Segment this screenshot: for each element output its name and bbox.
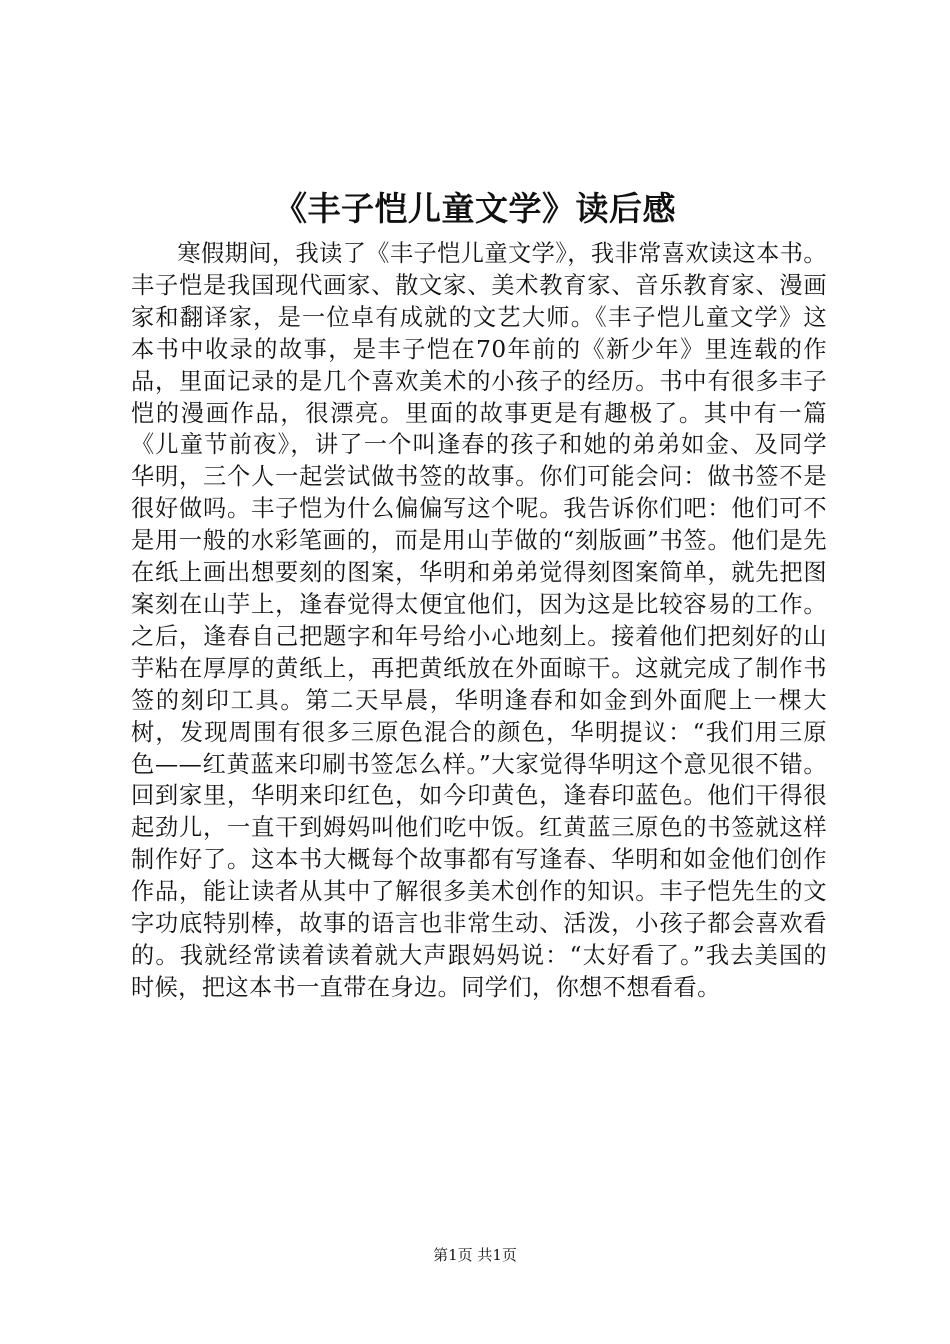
page-footer: 第1页 共1页 (433, 1246, 517, 1264)
body-paragraph: 寒假期间，我读了《丰子恺儿童文学》，我非常喜欢读这本书。丰子恺是我国现代画家、散文家、美术教育家、音乐教育家、漫画家和翻译家，是一位卓有成就的文艺大师。《丰子恺儿童文学》这本书中收录的故事，是丰子恺在70年前的《新少年》里连载的作品，里面记录的是几个喜欢美术的小孩子的经历。书中有很多丰子恺的漫画作品，很漂亮。里面的故事更是有趣极了。其中有一篇《儿童节前夜》，讲了一个叫逢春的孩子和她的弟弟如金、及同学华明，三个人一起尝试做书签的故事。你们可能会问：做书签不是很好做吗。丰子恺为什么偏偏写这个呢。我告诉你们吧：他们可不是用一般的水彩笔画的，而是用山芋做的“刻版画”书签。他们是先在纸上画出想要刻的图案，华明和弟弟觉得刻图案简单，就先把图案刻在山芋上，逢春觉得太便宜他们，因为这是比较容易的工作。之后，逢春自己把题字和年号给小心地刻上。接着他们把刻好的山芋粘在厚厚的黄纸上，再把黄纸放在外面晾干。这就完成了制作书签的刻印工具。第二天早晨，华明逢春和如金到外面爬上一棵大树，发现周围有很多三原色混合的颜色，华明提议：“我们用三原色——红黄蓝来印刷书签怎么样。”大家觉得华明这个意见很不错。回到家里，华明来印红色，如今印黄色，逢春印蓝色。他们干得很起劲儿，一直干到姆妈叫他们吃中饭。红黄蓝三原色的书签就这样制作好了。这本书大概每个故事都有写逢春、华明和如金他们创作作品，能让读者从其中了解很多美术创作的知识。丰子恺先生的文字功底特别棒，故事的语言也非常生动、活泼，小孩子都会喜欢看的。我就经常读着读着就大声跟妈妈说：“太好看了。”我去美国的时候，把这本书一直带在身边。同学们，你想不想看看。 (131, 240, 827, 1001)
document-title: 《丰子恺儿童文学》读后感 (274, 189, 676, 228)
